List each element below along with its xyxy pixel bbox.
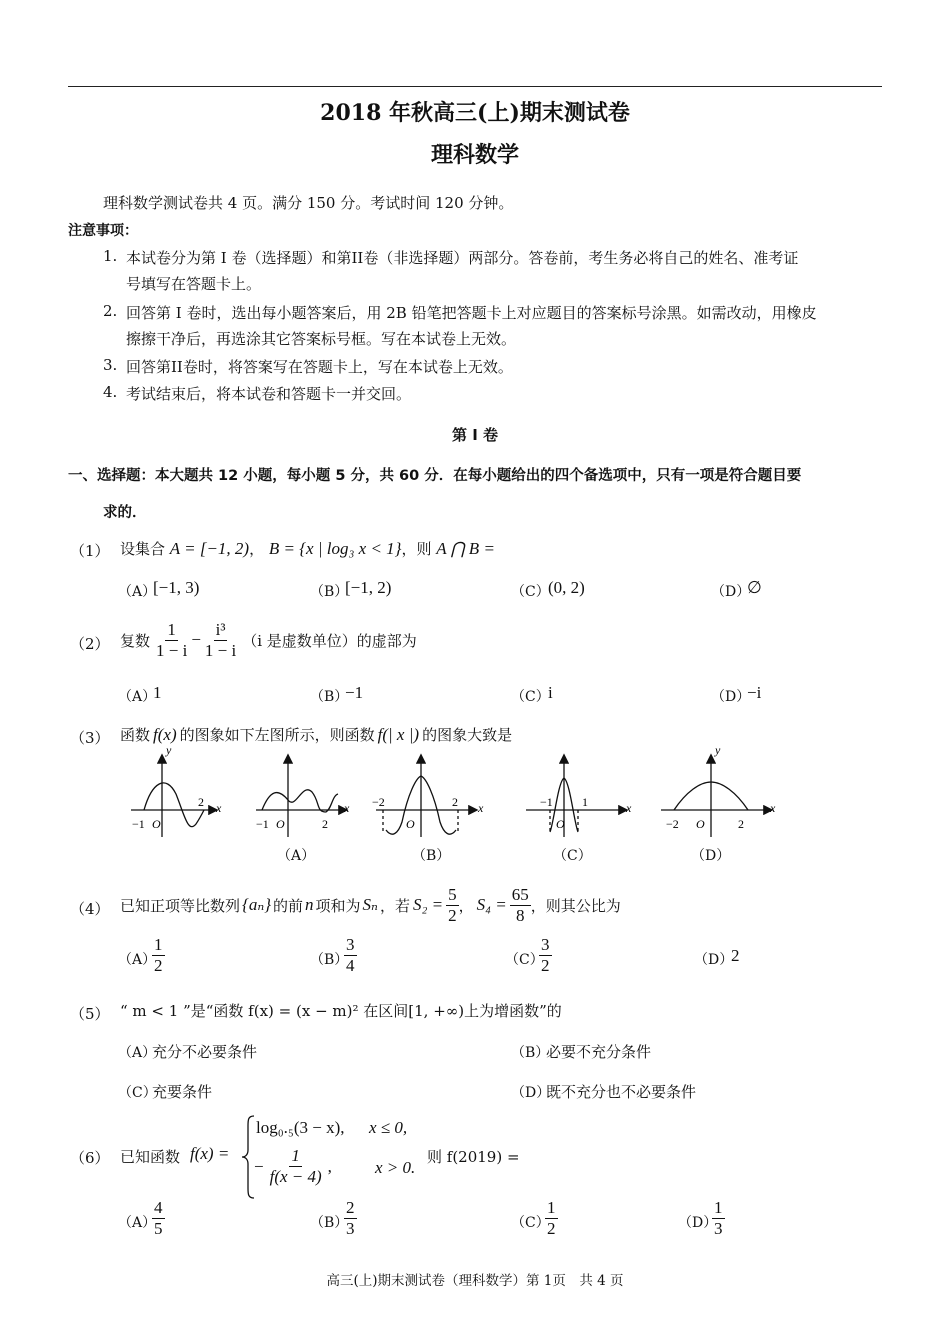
note-line: 号填写在答题卡上。 <box>126 275 262 293</box>
question-number: （6） <box>70 1149 110 1167</box>
section-title: 第 I 卷 <box>451 426 499 444</box>
option-label: （B） <box>310 952 349 968</box>
svg-text:2: 2 <box>738 817 744 831</box>
svg-text:y: y <box>715 743 721 757</box>
note-number: 4. <box>103 383 118 401</box>
option-label: （A） <box>118 584 157 600</box>
note-number: 1. <box>103 247 118 265</box>
svg-text:x: x <box>626 801 632 815</box>
svg-text:x: x <box>770 801 776 815</box>
option-label: （C） <box>511 1215 550 1231</box>
svg-text:−1: −1 <box>256 817 269 831</box>
svg-text:2: 2 <box>452 795 458 809</box>
option-label: （B） <box>310 1215 349 1231</box>
graph-option-a <box>256 756 346 837</box>
option-fraction: $\frac{4}{5}$ <box>154 1198 163 1238</box>
svg-text:y: y <box>166 743 172 757</box>
question-number: （1） <box>70 542 110 560</box>
svg-text:2: 2 <box>198 795 204 809</box>
graph-label: （B） <box>412 848 451 864</box>
option-value: 充分不必要条件 <box>152 1043 258 1061</box>
exam-subtitle: 理科数学 <box>430 142 519 168</box>
page-footer: 高三(上)期末测试卷（理科数学）第 1页 共 4 页 <box>326 1273 624 1289</box>
option-value: ∅ <box>747 578 762 597</box>
option-value: 2 <box>731 946 740 965</box>
svg-text:2: 2 <box>322 817 328 831</box>
question-number: （4） <box>70 900 110 918</box>
option-label: （D） <box>711 584 751 600</box>
option-value: (0, 2) <box>548 578 585 597</box>
option-label: （B） <box>310 689 349 705</box>
option-label: （C） <box>511 584 550 600</box>
question-5-stem: “ m < 1 ”是“函数 f(x) = (x − m)² 在区间[1, +∞)上为增函数”的 <box>120 1002 562 1020</box>
option-value: −i <box>747 683 762 702</box>
graph-label: （A） <box>277 848 316 864</box>
svg-text:O: O <box>556 817 565 831</box>
question-number: （2） <box>70 635 110 653</box>
question-4-stem: 已知正项等比数列 {aₙ} 的前 n 项和为 Sₙ ，若 S₂ = $\frac{5}{2}$ ， S₄ = $\frac{65}{8}$ ，则其公比为 <box>120 884 621 925</box>
exam-title: 2018 年秋高三(上)期末测试卷 <box>320 100 630 126</box>
note-number: 3. <box>103 356 118 374</box>
svg-text:−1: −1 <box>540 795 553 809</box>
option-label: （C） <box>511 689 550 705</box>
question-number: （5） <box>70 1005 110 1023</box>
case-1-condition: x ≤ 0, <box>369 1118 408 1137</box>
svg-text:−2: −2 <box>666 817 679 831</box>
question-6-prefix: 已知函数 <box>120 1148 181 1166</box>
option-label: （A） <box>118 1045 157 1061</box>
svg-text:x: x <box>478 801 484 815</box>
option-label: （A） <box>118 1215 157 1231</box>
svg-text:1: 1 <box>582 795 588 809</box>
svg-text:O: O <box>276 817 285 831</box>
option-value: 1 <box>153 683 162 702</box>
question-3-stem: 函数 f(x) 的图象如下左图所示，则函数 f(| x |) 的图象大致是 <box>120 725 513 744</box>
option-label: （D） <box>711 689 751 705</box>
option-label: （B） <box>511 1045 550 1061</box>
case-1-expr: log₀.₅(3 − x), <box>256 1118 345 1137</box>
note-line: 本试卷分为第 I 卷（选择题）和第II卷（非选择题）两部分。答卷前，考生务必将自己的姓名、准考证 <box>126 249 799 267</box>
option-value: 必要不充分条件 <box>546 1043 652 1061</box>
option-fraction: $\frac{3}{4}$ <box>346 935 355 975</box>
note-number: 2. <box>103 302 118 320</box>
question-6-suffix: 则 f(2019) = <box>427 1148 520 1166</box>
graph-option-b <box>376 756 476 837</box>
svg-text:−1: −1 <box>132 817 145 831</box>
top-rule <box>68 86 882 87</box>
svg-text:x: x <box>216 801 222 815</box>
note-line: 回答第 I 卷时，选出每小题答案后，用 2B 铅笔把答题卡上对应题目的答案标号涂黑。如需改动，用橡皮 <box>126 304 817 322</box>
note-line: 回答第II卷时，将答案写在答题卡上，写在本试卷上无效。 <box>126 358 513 376</box>
option-fraction: $\frac{1}{2}$ <box>547 1198 556 1238</box>
option-fraction: $\frac{1}{2}$ <box>154 935 163 975</box>
note-line: 擦擦干净后，再选涂其它答案标号框。写在本试卷上无效。 <box>126 330 517 348</box>
svg-text:−2: −2 <box>372 795 385 809</box>
graph-label: （D） <box>691 848 731 864</box>
option-label: （D） <box>678 1215 718 1231</box>
question-number: （3） <box>70 729 110 747</box>
option-label: （A） <box>118 689 157 705</box>
question-2-stem: 复数 $\frac{1}{1 - i}$ − $\frac{\text{i³}}{1 - i}$ （i 是虚数单位）的虚部为 <box>120 619 417 660</box>
option-value: −1 <box>345 683 364 702</box>
section-heading-cont: 求的． <box>103 505 147 521</box>
svg-text:O: O <box>406 817 415 831</box>
svg-text:O: O <box>696 817 705 831</box>
option-value: 充要条件 <box>152 1083 213 1101</box>
option-fraction: $\frac{1}{3}$ <box>714 1198 723 1238</box>
option-value: [−1, 3) <box>153 578 200 597</box>
option-value: i <box>548 683 553 702</box>
notes-heading: 注意事项： <box>68 223 138 239</box>
option-fraction: $\frac{3}{2}$ <box>541 935 550 975</box>
svg-text:x: x <box>344 801 350 815</box>
question-1-stem: 设集合 A = [−1, 2)， B = {x | log₃ x < 1}，则 A ⋂ B = <box>120 539 495 558</box>
option-fraction: $\frac{2}{3}$ <box>346 1198 355 1238</box>
option-label: （C） <box>118 1085 157 1101</box>
option-label: （A） <box>118 952 157 968</box>
option-label: （D） <box>694 952 734 968</box>
function-graphs <box>126 742 786 842</box>
section-heading: 一、选择题：本大题共 12 小题，每小题 5 分，共 60 分．在每小题给出的四个备选项中，只有一项是符合题目要 <box>68 468 802 484</box>
option-label: （D） <box>511 1085 551 1101</box>
note-line: 考试结束后，将本试卷和答题卡一并交回。 <box>126 385 412 403</box>
graph-label: （C） <box>553 848 592 864</box>
intro-text: 理科数学测试卷共 4 页。满分 150 分。考试时间 120 分钟。 <box>103 194 514 212</box>
option-value: 既不充分也不必要条件 <box>546 1083 697 1101</box>
svg-text:O: O <box>152 817 161 831</box>
option-label: （B） <box>310 584 349 600</box>
question-6-fx: f(x) = <box>190 1144 230 1163</box>
case-2-condition: x > 0. <box>375 1158 416 1177</box>
option-label: （C） <box>505 952 544 968</box>
option-value: [−1, 2) <box>345 578 392 597</box>
case-2-expr: − $\frac{1}{f(x - 4)}$ , <box>254 1146 332 1186</box>
